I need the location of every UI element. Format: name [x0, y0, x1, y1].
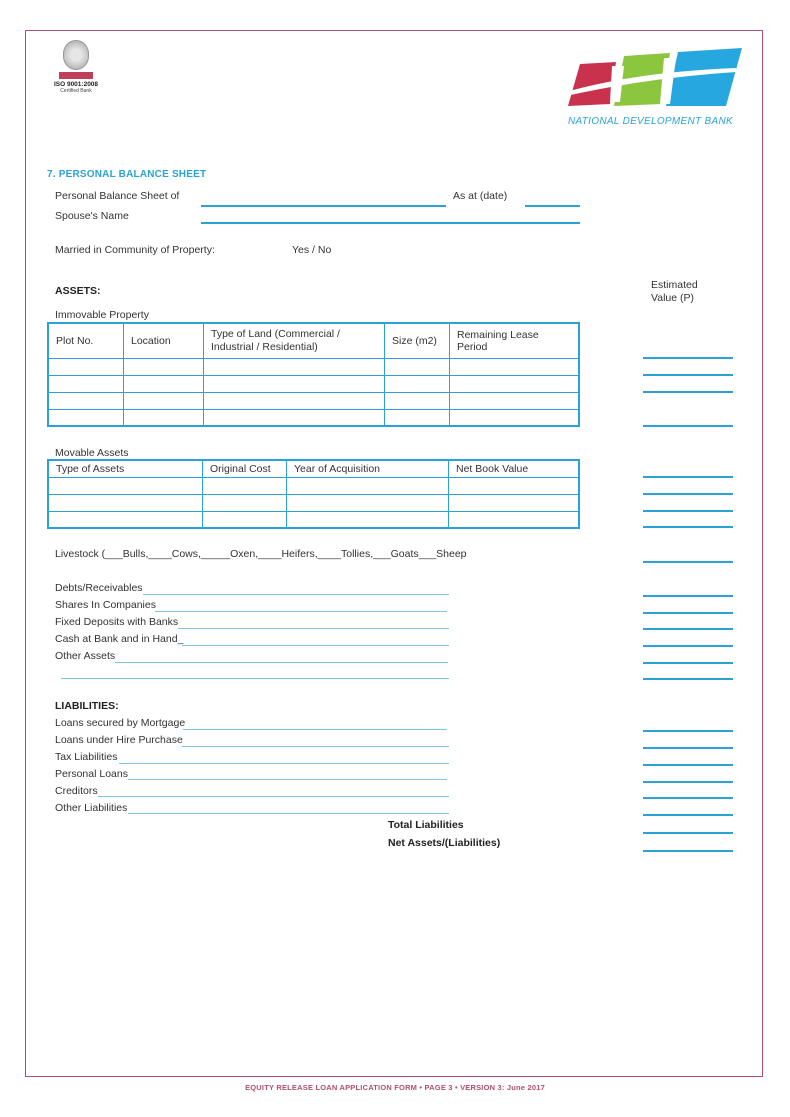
- estimated-value-label: Estimated: [651, 279, 698, 291]
- cell[interactable]: [48, 409, 124, 426]
- cell[interactable]: [450, 375, 580, 392]
- cell[interactable]: [204, 375, 385, 392]
- cell[interactable]: [124, 375, 204, 392]
- table-row: [48, 392, 579, 409]
- mortgage-loans-label: Loans secured by Mortgage: [55, 717, 186, 729]
- cell[interactable]: [48, 358, 124, 375]
- fixed-deposits-field[interactable]: [178, 628, 449, 629]
- cell[interactable]: [48, 392, 124, 409]
- spouse-name-field[interactable]: [201, 222, 580, 224]
- shares-value-field[interactable]: [643, 612, 733, 614]
- personal-loans-value-field[interactable]: [643, 781, 733, 783]
- cell[interactable]: [385, 392, 450, 409]
- col-size: Size (m2): [385, 323, 450, 358]
- cell[interactable]: [124, 409, 204, 426]
- mortgage-value-field[interactable]: [643, 730, 733, 732]
- col-remaining-lease: Remaining Lease Period: [450, 323, 580, 358]
- cell[interactable]: [48, 477, 203, 494]
- cell[interactable]: [124, 392, 204, 409]
- immovable-value-field-2[interactable]: [643, 374, 733, 376]
- cell[interactable]: [203, 494, 287, 511]
- creditors-label: Creditors: [55, 785, 98, 797]
- bank-name: NATIONAL DEVELOPMENT BANK: [568, 116, 733, 127]
- col-type-of-assets: Type of Assets: [48, 460, 203, 477]
- movable-value-field-2[interactable]: [643, 493, 733, 495]
- cell[interactable]: [385, 358, 450, 375]
- personal-loans-field[interactable]: [128, 779, 447, 780]
- cell[interactable]: [204, 392, 385, 409]
- immovable-property-label: Immovable Property: [55, 309, 149, 321]
- col-plot-no: Plot No.: [48, 323, 124, 358]
- other-assets-field-2[interactable]: [61, 678, 449, 679]
- other-assets-value-field[interactable]: [643, 662, 733, 664]
- liabilities-heading: LIABILITIES:: [55, 700, 119, 712]
- fixed-deposits-label: Fixed Deposits with Banks: [55, 616, 179, 628]
- cell[interactable]: [287, 477, 449, 494]
- table-row: [48, 358, 579, 375]
- certification-seal-icon: [63, 40, 89, 70]
- other-assets-label: Other Assets: [55, 650, 116, 662]
- table-row: [48, 375, 579, 392]
- col-type-of-land: Type of Land (Commercial / Industrial / Residential): [204, 323, 385, 358]
- net-assets-label: Net Assets/(Liabilities): [388, 837, 501, 849]
- balance-sheet-of-label: Personal Balance Sheet of: [55, 190, 180, 202]
- section-title: 7. PERSONAL BALANCE SHEET: [47, 169, 207, 180]
- spouse-name-label: Spouse's Name: [55, 210, 129, 222]
- married-yes-no-option[interactable]: Yes / No: [292, 244, 332, 256]
- tax-liabilities-field[interactable]: [119, 763, 449, 764]
- cell[interactable]: [204, 358, 385, 375]
- as-at-date-field[interactable]: [525, 205, 580, 207]
- immovable-value-field-4[interactable]: [643, 425, 733, 427]
- other-assets-field[interactable]: [115, 662, 448, 663]
- cell[interactable]: [48, 511, 203, 528]
- married-community-label: Married in Community of Property:: [55, 244, 215, 256]
- col-original-cost: Original Cost: [203, 460, 287, 477]
- cell[interactable]: [449, 494, 580, 511]
- cell[interactable]: [48, 494, 203, 511]
- cell[interactable]: [385, 375, 450, 392]
- movable-value-field-1[interactable]: [643, 476, 733, 478]
- cell[interactable]: [450, 358, 580, 375]
- iso-certification-badge: [48, 40, 104, 94]
- creditors-value-field[interactable]: [643, 797, 733, 799]
- debts-value-field[interactable]: [643, 595, 733, 597]
- table-row: [48, 511, 579, 528]
- mortgage-loans-field[interactable]: [183, 729, 447, 730]
- cash-value-field[interactable]: [643, 645, 733, 647]
- cell[interactable]: [449, 477, 580, 494]
- immovable-value-field-1[interactable]: [643, 357, 733, 359]
- certification-bar: [59, 72, 93, 79]
- personal-loans-label: Personal Loans: [55, 768, 128, 780]
- total-liabilities-value-field[interactable]: [643, 832, 733, 834]
- total-liabilities-label: Total Liabilities: [388, 819, 464, 831]
- net-assets-value-field[interactable]: [643, 850, 733, 852]
- hire-purchase-value-field[interactable]: [643, 747, 733, 749]
- table-header-row: [48, 460, 579, 477]
- table-row: [48, 477, 579, 494]
- bank-logo-icon: [566, 46, 746, 112]
- cell[interactable]: [385, 409, 450, 426]
- other-liabilities-label: Other Liabilities: [55, 802, 128, 814]
- page-footer: EQUITY RELEASE LOAN APPLICATION FORM • PAGE 3 • VERSION 3: June 2017: [245, 1083, 545, 1092]
- cell[interactable]: [204, 409, 385, 426]
- livestock-value-field[interactable]: [643, 561, 733, 563]
- as-at-date-label: As at (date): [453, 190, 508, 202]
- movable-assets-table: [47, 459, 580, 529]
- cell[interactable]: [450, 392, 580, 409]
- table-row: [48, 494, 579, 511]
- tax-value-field[interactable]: [643, 764, 733, 766]
- cell[interactable]: [450, 409, 580, 426]
- cash-label: Cash at Bank and in Hand_: [55, 633, 184, 645]
- hire-purchase-label: Loans under Hire Purchase: [55, 734, 183, 746]
- debts-receivables-field[interactable]: [143, 594, 449, 595]
- col-net-book-value: Net Book Value: [449, 460, 580, 477]
- cell[interactable]: [203, 477, 287, 494]
- movable-value-field-4[interactable]: [643, 526, 733, 528]
- cell[interactable]: [449, 511, 580, 528]
- immovable-property-table: [47, 322, 580, 427]
- debts-receivables-label: Debts/Receivables: [55, 582, 143, 594]
- cell[interactable]: [203, 511, 287, 528]
- estimated-value-label-2: Value (P): [651, 292, 694, 304]
- creditors-field[interactable]: [98, 796, 449, 797]
- balance-sheet-of-field[interactable]: [201, 205, 446, 207]
- iso-line-1: ISO 9001:2008: [53, 81, 99, 88]
- table-header-row: [48, 323, 579, 358]
- cell[interactable]: [287, 511, 449, 528]
- cash-field[interactable]: [182, 645, 449, 646]
- col-year-of-acquisition: Year of Acquisition: [287, 460, 449, 477]
- other-assets-value-field-2[interactable]: [643, 678, 733, 680]
- immovable-value-field-3[interactable]: [643, 391, 733, 393]
- livestock-line[interactable]: Livestock (___Bulls,____Cows,_____Oxen,____Heifers,____Tollies,___Goats___Sheep: [55, 548, 467, 560]
- col-location: Location: [124, 323, 204, 358]
- assets-heading: ASSETS:: [55, 285, 101, 297]
- cell[interactable]: [287, 494, 449, 511]
- cell[interactable]: [48, 375, 124, 392]
- shares-field[interactable]: [155, 611, 447, 612]
- table-row: [48, 409, 579, 426]
- movable-assets-label: Movable Assets: [55, 447, 129, 459]
- movable-value-field-3[interactable]: [643, 510, 733, 512]
- cell[interactable]: [124, 358, 204, 375]
- other-liabilities-field[interactable]: [128, 813, 449, 814]
- other-liabilities-value-field[interactable]: [643, 814, 733, 816]
- shares-label: Shares In Companies: [55, 599, 156, 611]
- hire-purchase-field[interactable]: [182, 746, 449, 747]
- tax-liabilities-label: Tax Liabilities: [55, 751, 118, 763]
- iso-line-2: Certified Bank: [60, 88, 92, 94]
- fixed-deposits-value-field[interactable]: [643, 628, 733, 630]
